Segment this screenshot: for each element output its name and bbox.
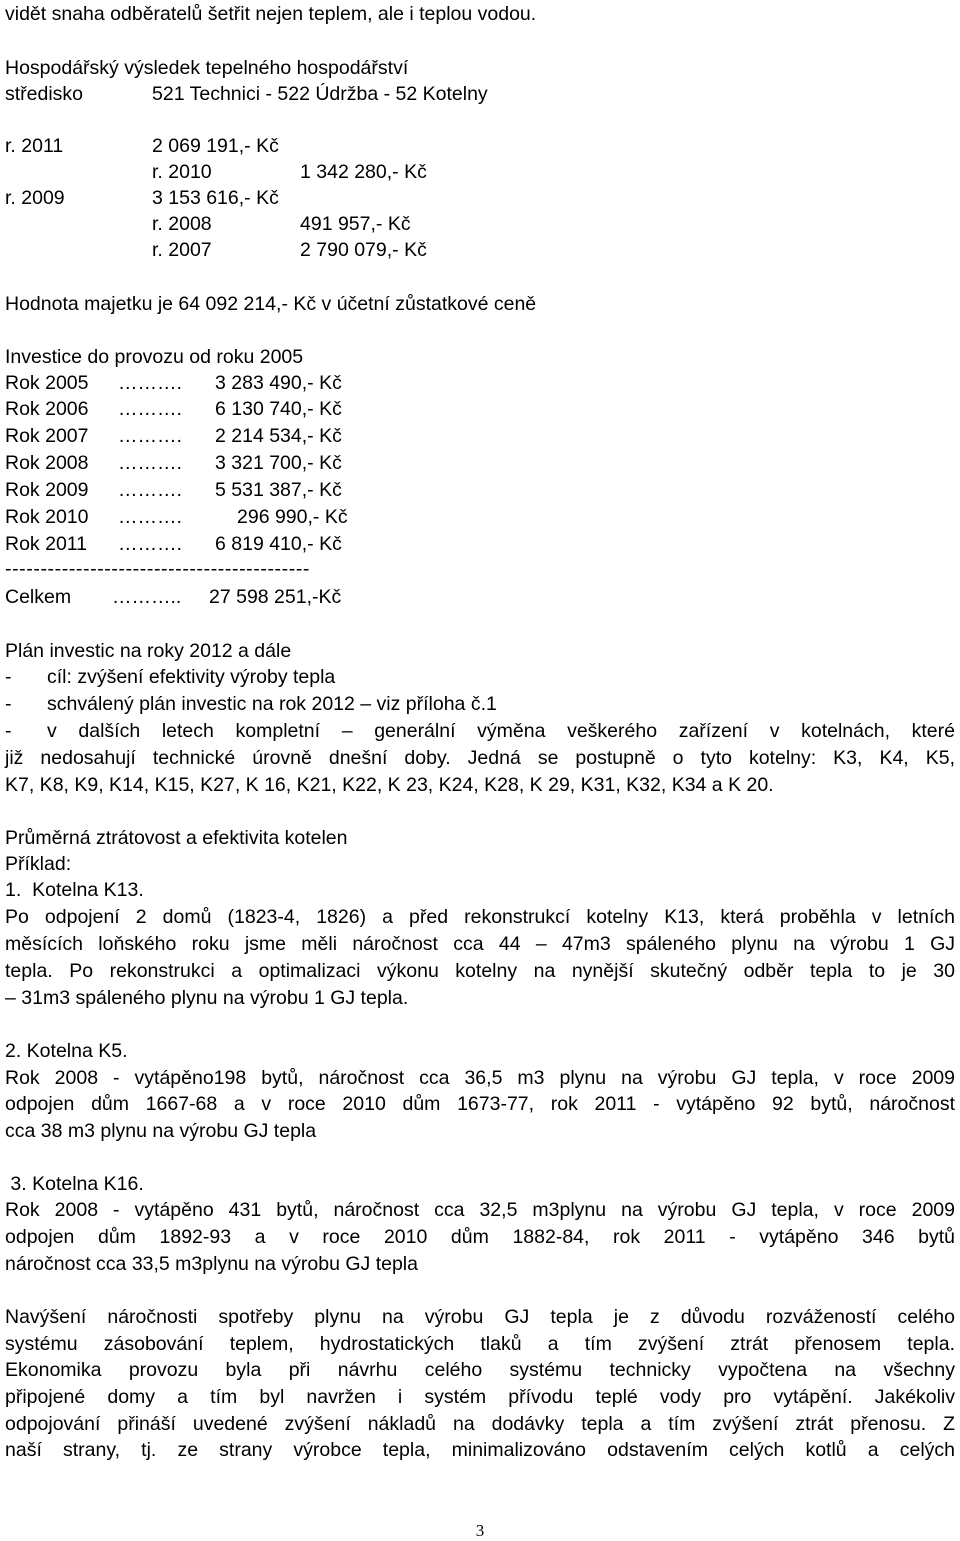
bullet-dash: - (5, 720, 12, 742)
asset-value: Hodnota majetku je 64 092 214,- Kč v účetní zůstatkové ceně (5, 293, 537, 315)
k13-line: měsících loňského roku jsme měli náročnost cca 44 – 47m3 spáleného plynu na výrobu 1 GJ (5, 933, 955, 955)
closing-line: systému zásobování teplem, hydrostatických tlaků a tím zvýšení ztrát přenosem tepla. (5, 1333, 955, 1355)
total-label: Celkem (5, 586, 72, 608)
plan-cont: K7, K8, K9, K14, K15, K27, K 16, K21, K22, K 23, K24, K28, K 29, K31, K32, K34 a K 20. (5, 774, 774, 796)
invest-year: Rok 2009 (5, 479, 89, 501)
center-label: středisko (5, 83, 84, 105)
invest-dots: ………. (118, 398, 182, 420)
result-year: r. 2007 (152, 239, 212, 261)
result-year: r. 2010 (152, 161, 212, 183)
invest-amount: 6 130 740,- Kč (215, 398, 342, 420)
result-amount: 2 069 191,- Kč (152, 135, 279, 157)
total-dots: ……….. (112, 586, 182, 608)
invest-year: Rok 2005 (5, 372, 89, 394)
plan-title: Plán investic na roky 2012 a dále (5, 640, 292, 662)
center-value: 521 Technici - 522 Údržba - 52 Kotelny (152, 83, 488, 105)
invest-amount: 3 321 700,- Kč (215, 452, 342, 474)
result-year: r. 2008 (152, 213, 212, 235)
result-amount: 3 153 616,- Kč (152, 187, 279, 209)
k13-line: tepla. Po rekonstrukci a optimalizaci výkonu kotelny na nynější skutečný odběr tepla to je 30 (5, 960, 955, 982)
invest-amount: 5 531 387,- Kč (215, 479, 342, 501)
closing-line: připojené domy a tím byl navržen i systém přívodu teplé vody pro vytápění. Jakékoliv (5, 1386, 955, 1408)
k13-line: – 31m3 spáleného plynu na výrobu 1 GJ tepla. (5, 987, 409, 1009)
bullet-dash: - (5, 693, 12, 715)
example-label: Příklad: (5, 853, 72, 875)
k16-heading: 3. Kotelna K16. (5, 1173, 144, 1195)
k5-line: cca 38 m3 plynu na výrobu GJ tepla (5, 1120, 317, 1142)
bullet-dash: - (5, 666, 12, 688)
k5-heading: 2. Kotelna K5. (5, 1040, 128, 1062)
result-amount: 491 957,- Kč (300, 213, 411, 235)
k13-line: Po odpojení 2 domů (1823-4, 1826) a před rekonstrukcí kotelny K13, která proběhla v letních (5, 906, 955, 928)
closing-line: Ekonomika provozu byla při návrhu celého systému technicky vypočtena na všechny (5, 1359, 955, 1381)
invest-amount: 2 214 534,- Kč (215, 425, 342, 447)
closing-line: naší strany, tj. ze strany výrobce tepla, minimalizováno odstavením celých kotlů a celých (5, 1439, 955, 1461)
plan-bullet: schválený plán investic na rok 2012 – viz příloha č.1 (47, 693, 497, 715)
invest-amount: 3 283 490,- Kč (215, 372, 342, 394)
closing-line: Navýšení náročnosti spotřeby plynu na výrobu GJ tepla je z důvodu rozvážeností celého (5, 1306, 955, 1328)
invest-dots: ………. (118, 452, 182, 474)
result-year: r. 2011 (5, 135, 64, 157)
k16-line: Rok 2008 - vytápěno 431 bytů, náročnost cca 32,5 m3plynu na výrobu GJ tepla, v roce 2009 (5, 1199, 955, 1221)
investments-title: Investice do provozu od roku 2005 (5, 346, 304, 368)
k5-line: odpojen dům 1667-68 a v roce 2010 dům 1673-77, rok 2011 - vytápěno 92 bytů, náročnost (5, 1093, 955, 1115)
total-amount: 27 598 251,-Kč (209, 586, 342, 608)
invest-dots: ………. (118, 425, 182, 447)
separator: ------------------------------------------- (5, 558, 311, 580)
invest-year: Rok 2006 (5, 398, 89, 420)
k5-line: Rok 2008 - vytápěno198 bytů, náročnost cca 36,5 m3 plynu na výrobu GJ tepla, v roce 2009 (5, 1067, 955, 1089)
invest-dots: ………. (118, 506, 182, 528)
page-number: 3 (475, 1521, 485, 1540)
plan-cont: již nedosahují technické úrovně dnešní doby. Jedná se postupně o tyto kotelny: K3, K4, K5, (5, 747, 955, 769)
k16-line: náročnost cca 33,5 m3plynu na výrobu GJ tepla (5, 1253, 418, 1275)
closing-line: odpojování přináší uvedené zvýšení nákladů na dodávky tepla a tím zvýšení ztrát přenosu. Z (5, 1413, 955, 1435)
invest-year: Rok 2007 (5, 425, 89, 447)
result-amount: 2 790 079,- Kč (300, 239, 427, 261)
invest-year: Rok 2008 (5, 452, 89, 474)
result-amount: 1 342 280,- Kč (300, 161, 427, 183)
k13-heading: 1. Kotelna K13. (5, 879, 144, 901)
invest-dots: ………. (118, 372, 182, 394)
plan-bullet: v dalších letech kompletní – generální výměna veškerého zařízení v kotelnách, které (47, 720, 955, 742)
invest-amount: 296 990,- Kč (237, 506, 348, 528)
invest-year: Rok 2011 (5, 533, 88, 555)
invest-year: Rok 2010 (5, 506, 89, 528)
efficiency-title: Průměrná ztrátovost a efektivita kotelen (5, 827, 348, 849)
invest-dots: ………. (118, 533, 182, 555)
invest-amount: 6 819 410,- Kč (215, 533, 342, 555)
result-year: r. 2009 (5, 187, 65, 209)
invest-dots: ………. (118, 479, 182, 501)
plan-bullet: cíl: zvýšení efektivity výroby tepla (47, 666, 336, 688)
intro-text: vidět snaha odběratelů šetřit nejen teplem, ale i teplou vodou. (5, 3, 537, 25)
k16-line: odpojen dům 1892-93 a v roce 2010 dům 1882-84, rok 2011 - vytápěno 346 bytů (5, 1226, 955, 1248)
result-title: Hospodářský výsledek tepelného hospodářství (5, 57, 409, 79)
